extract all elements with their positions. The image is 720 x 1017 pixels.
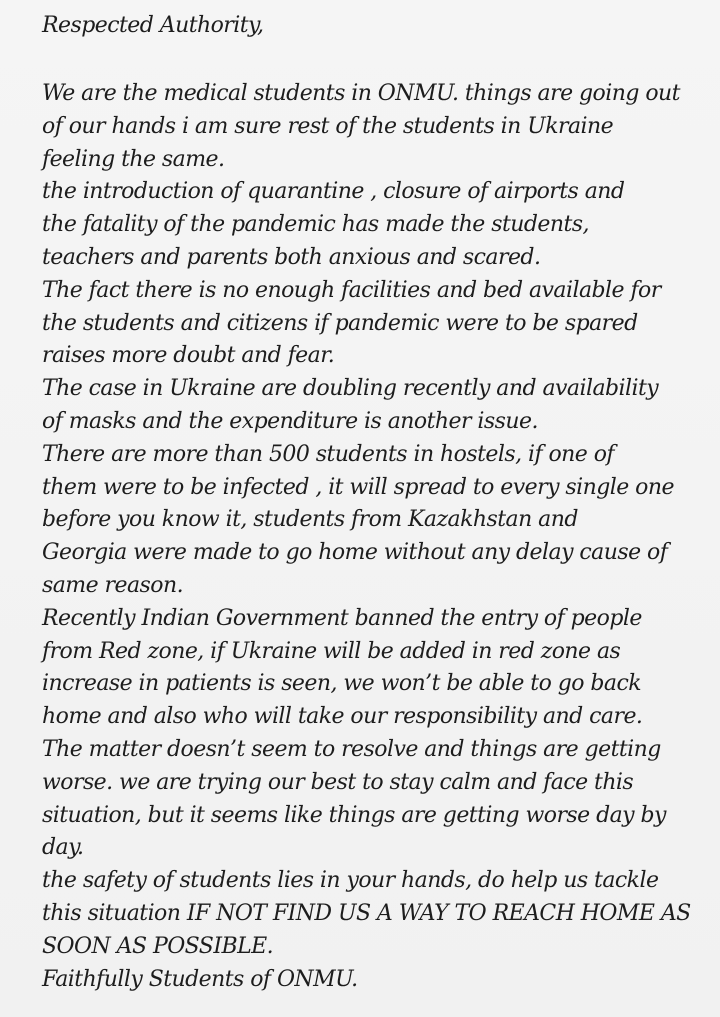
- letter-line: feeling the same.: [42, 146, 225, 172]
- letter-line: the fatality of the pandemic has made the students,: [42, 212, 589, 238]
- letter-line: situation, but it seems like things are getting worse day by: [42, 802, 666, 828]
- letter-line: them were to be infected , it will spread to every single one: [42, 474, 674, 500]
- letter-line: worse. we are trying our best to stay calm and face this: [42, 769, 634, 795]
- letter-line: We are the medical students in ONMU. things are going out: [42, 81, 680, 106]
- letter-line: Recently Indian Government banned the entry of people: [42, 605, 642, 631]
- letter-line: the safety of students lies in your hands, do help us tackle: [42, 868, 659, 894]
- letter-line: The matter doesn’t seem to resolve and things are getting: [42, 736, 661, 762]
- letter-line: day.: [42, 835, 84, 861]
- letter-line: home and also who will take our responsibility and care.: [42, 704, 643, 730]
- letter-body: [42, 78, 702, 996]
- letter-line: SOON AS POSSIBLE.: [42, 933, 274, 959]
- letter-line: Faithfully Students of ONMU.: [42, 966, 358, 992]
- letter-line: increase in patients is seen, we won’t be able to go back: [42, 671, 642, 697]
- letter-line: The fact there is no enough facilities and bed available for: [42, 277, 661, 303]
- letter-line: from Red zone, if Ukraine will be added in red zone as: [42, 638, 621, 664]
- letter-line: The case in Ukraine are doubling recently and availability: [42, 376, 659, 402]
- letter-line: raises more doubt and fear.: [42, 343, 335, 369]
- letter-line: Georgia were made to go home without any delay cause of: [42, 540, 668, 566]
- letter-line: this situation IF NOT FIND US A WAY TO REACH HOME AS: [42, 900, 691, 926]
- letter-line: There are more than 500 students in hostels, if one of: [42, 441, 615, 467]
- letter-line: teachers and parents both anxious and scared.: [42, 244, 541, 270]
- salutation: Respected Authority,: [42, 13, 264, 38]
- letter-line: of our hands i am sure rest of the students in Ukraine: [42, 113, 614, 139]
- letter-line: the introduction of quarantine , closure of airports and: [42, 179, 625, 205]
- letter-line: of masks and the expenditure is another issue.: [42, 408, 538, 434]
- letter-line: same reason.: [42, 572, 184, 598]
- letter-line: the students and citizens if pandemic were to be spared: [42, 310, 638, 336]
- letter-line: before you know it, students from Kazakhstan and: [42, 507, 578, 533]
